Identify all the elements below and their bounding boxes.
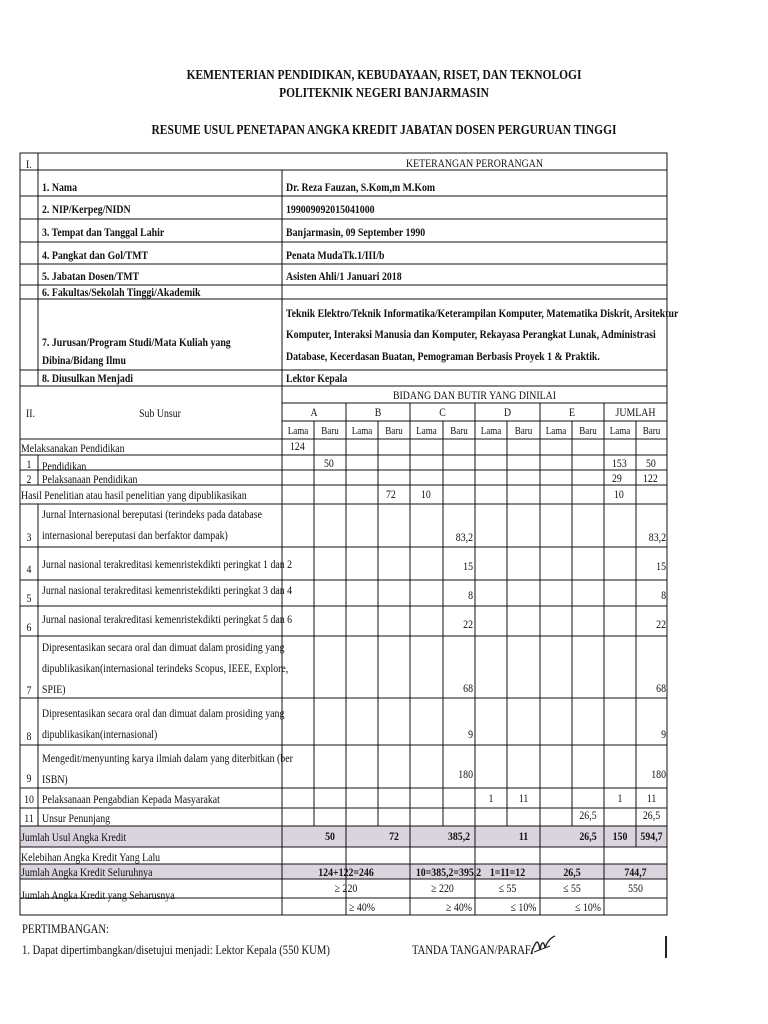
persen-e: ≤ 10% xyxy=(575,900,601,914)
pertimbangan-label: PERTIMBANGAN: xyxy=(22,921,110,936)
j-lama-header: Lama xyxy=(609,425,631,437)
section1-title: KETERANGAN PERORANGAN xyxy=(406,156,543,170)
seharusnya-j: 550 xyxy=(628,881,643,895)
a-baru-header: Baru xyxy=(321,425,339,437)
cell-a-baru: 50 xyxy=(324,456,334,470)
d-lama-header: Lama xyxy=(480,425,502,437)
section2-number: II. xyxy=(26,406,36,420)
label-diusulkan: 8. Diusulkan Menjadi xyxy=(42,371,134,385)
cell-c-baru: 15 xyxy=(463,559,473,573)
row-jurnal-internasional-1: Jurnal Internasional bereputasi (terindeks pada database xyxy=(42,507,262,521)
row-pelaksanaan-pendidikan: Pelaksanaan Pendidikan xyxy=(42,472,138,486)
e-baru-header: Baru xyxy=(579,425,597,437)
tanda-tangan-label: TANDA TANGAN/PARAF: xyxy=(412,942,534,957)
value-jurusan-2: Komputer, Interaksi Manusia dan Komputer, Rekayasa Perangkat Lunak, Administrasi xyxy=(286,327,656,341)
paraf-signature xyxy=(528,934,558,960)
seluruhnya-e: 26,5 xyxy=(563,865,581,879)
d-baru-header: Baru xyxy=(514,425,533,437)
pertimbangan-item-1: 1. Dapat dipertimbangkan/disetujui menjadi: Lektor Kepala (550 KUM) xyxy=(22,942,330,957)
group-a: A xyxy=(310,405,318,419)
value-jurusan-1: Teknik Elektro/Teknik Informatika/Keterampilan Komputer, Matematika Diskrit, Arsitektur xyxy=(286,306,679,320)
kelebihan-label: Kelebihan Angka Kredit Yang Lalu xyxy=(21,850,161,864)
seluruhnya-ab: 124+122=246 xyxy=(318,865,374,879)
persen-d: ≤ 10% xyxy=(510,900,537,914)
row-number: 6 xyxy=(26,620,32,634)
row-number: 2 xyxy=(26,472,32,486)
sub-unsur-header: Sub Unsur xyxy=(139,406,181,420)
cell-j-baru: 9 xyxy=(661,727,666,741)
cell-j-lama: 29 xyxy=(612,471,622,485)
row-number: 3 xyxy=(26,530,32,544)
cell-j-baru: 68 xyxy=(656,681,666,695)
row-number: 10 xyxy=(24,792,34,806)
seharusnya-c: ≥ 220 xyxy=(431,881,454,895)
b-lama-header: Lama xyxy=(351,425,373,437)
cell-c-baru: 9 xyxy=(468,727,473,741)
persen-c: ≥ 40% xyxy=(446,900,472,914)
seluruhnya-d: 1=11=12 xyxy=(489,865,526,879)
cell-d-baru: 11 xyxy=(518,791,529,805)
cell-c-baru: 22 xyxy=(463,617,473,631)
cell-c-lama: 10 xyxy=(421,487,431,501)
value-nip: 199009092015041000 xyxy=(286,202,375,216)
cell-j-baru: 122 xyxy=(643,471,658,485)
jumlah-usul-e: 26,5 xyxy=(579,829,597,843)
group-c: C xyxy=(439,405,446,419)
jumlah-usul-d: 11 xyxy=(518,829,529,843)
row-prosiding-internasional-1: Dipresentasikan secara oral dan dimuat dalam prosiding yang xyxy=(42,706,285,720)
institution-title: POLITEKNIK NEGERI BANJARMASIN xyxy=(279,86,489,101)
label-nama: 1. Nama xyxy=(42,180,77,194)
persen-ab: ≥ 40% xyxy=(349,900,375,914)
row-number: 1 xyxy=(26,457,32,471)
row-jurnal-nasional-12: Jurnal nasional terakreditasi kemenristekdikti peringkat 1 dan 2 xyxy=(42,557,293,571)
value-pangkat: Penata MudaTk.1/III/b xyxy=(286,248,385,262)
right-margin-mark xyxy=(665,936,667,958)
seluruhnya-c: 10=385,2=395,2 xyxy=(415,865,482,879)
seharusnya-ab: ≥ 220 xyxy=(334,881,358,895)
seharusnya-label: Jumlah Angka Kredit yang Seharusnya xyxy=(21,888,175,902)
row-pendidikan: Pendidikan xyxy=(42,459,87,473)
row-mengedit-1: Mengedit/menyunting karya ilmiah dalam yang diterbitkan (ber xyxy=(42,751,293,765)
cell-b-baru: 72 xyxy=(386,487,396,501)
label-ttl: 3. Tempat dan Tanggal Lahir xyxy=(42,225,165,239)
cell-a-lama: 124 xyxy=(290,439,305,453)
cell-j-baru: 15 xyxy=(656,559,666,573)
cell-j-lama: 10 xyxy=(614,487,624,501)
label-jabatan: 5. Jabatan Dosen/TMT xyxy=(42,269,140,283)
value-nama: Dr. Reza Fauzan, S.Kom,m M.Kom xyxy=(286,180,436,194)
ministry-title: KEMENTERIAN PENDIDIKAN, KEBUDAYAAN, RISET, DAN TEKNOLOGI xyxy=(186,68,582,83)
row-number: 9 xyxy=(26,771,32,785)
section1-number: I. xyxy=(26,157,32,171)
b-baru-header: Baru xyxy=(385,425,403,437)
jumlah-usul-a: 50 xyxy=(325,829,335,843)
cell-c-baru: 68 xyxy=(463,681,473,695)
row-jurnal-nasional-34: Jurnal nasional terakreditasi kemenristekdikti peringkat 3 dan 4 xyxy=(42,583,293,597)
cell-c-baru: 83,2 xyxy=(455,530,473,544)
cell-j-baru: 26,5 xyxy=(642,808,661,822)
value-jurusan-3: Database, Kecerdasan Buatan, Pemograman Berbasis Proyek 1 & Praktik. xyxy=(286,349,600,363)
value-jabatan: Asisten Ahli/1 Januari 2018 xyxy=(286,269,402,283)
cell-c-baru: 180 xyxy=(458,767,473,781)
row-unsur-penunjang: Unsur Penunjang xyxy=(42,811,111,825)
cell-j-baru: 83,2 xyxy=(648,530,666,544)
cell-j-baru: 50 xyxy=(646,456,656,470)
label-nip: 2. NIP/Kerpeg/NIDN xyxy=(42,202,131,216)
seharusnya-d: ≤ 55 xyxy=(498,881,517,895)
row-hasil-penelitian: Hasil Penelitian atau hasil penelitian yang dipublikasikan xyxy=(21,488,247,502)
row-pengabdian: Pelaksanaan Pengabdian Kepada Masyarakat xyxy=(42,792,220,806)
cell-j-baru: 11 xyxy=(646,791,657,805)
j-baru-header: Baru xyxy=(642,425,661,437)
value-diusulkan: Lektor Kepala xyxy=(286,371,348,385)
cell-c-baru: 8 xyxy=(468,588,473,602)
group-b: B xyxy=(374,405,382,419)
row-prosiding-scopus-1: Dipresentasikan secara oral dan dimuat dalam prosiding yang xyxy=(42,640,285,654)
label-fakultas: 6. Fakultas/Sekolah Tinggi/Akademik xyxy=(42,285,201,299)
seluruhnya-label: Jumlah Angka Kredit Seluruhnya xyxy=(21,865,153,879)
cell-e-baru: 26,5 xyxy=(579,808,597,822)
cell-j-lama: 153 xyxy=(612,456,627,470)
seharusnya-e: ≤ 55 xyxy=(563,881,581,895)
label-jurusan-2: Dibina/Bidang Ilmu xyxy=(42,353,126,367)
cell-j-baru: 180 xyxy=(651,767,666,781)
jumlah-usul-b: 72 xyxy=(389,829,399,843)
jumlah-usul-j-baru: 594,7 xyxy=(640,829,663,843)
jumlah-usul-j-lama: 150 xyxy=(612,829,628,843)
cell-j-baru: 8 xyxy=(661,588,666,602)
row-number: 4 xyxy=(26,562,32,576)
row-mengedit-2: ISBN) xyxy=(42,772,68,786)
cell-d-lama: 1 xyxy=(488,791,494,805)
seluruhnya-j: 744,7 xyxy=(624,865,647,879)
cell-j-baru: 22 xyxy=(656,617,666,631)
row-number: 7 xyxy=(26,683,32,697)
row-melaksanakan-pendidikan: Melaksanakan Pendidikan xyxy=(21,441,125,455)
cell-j-lama: 1 xyxy=(617,791,623,805)
group-d: D xyxy=(503,405,512,419)
c-lama-header: Lama xyxy=(416,425,437,437)
jumlah-usul-c: 385,2 xyxy=(447,829,471,843)
row-jurnal-nasional-56: Jurnal nasional terakreditasi kemenristekdikti peringkat 5 dan 6 xyxy=(42,612,293,626)
row-prosiding-internasional-2: dipublikasikan(internasional) xyxy=(42,727,158,741)
jumlah-usul-label: Jumlah Usul Angka Kredit xyxy=(21,830,127,844)
row-jurnal-internasional-2: internasional bereputasi dan berfaktor dampak) xyxy=(42,528,228,542)
label-pangkat: 4. Pangkat dan Gol/TMT xyxy=(42,248,149,262)
group-e: E xyxy=(568,405,576,419)
e-lama-header: Lama xyxy=(545,425,567,437)
row-prosiding-scopus-2: dipublikasikan(internasional terindeks Scopus, IEEE, Explore, xyxy=(42,661,289,675)
row-number: 5 xyxy=(26,591,32,605)
row-prosiding-scopus-3: SPIE) xyxy=(42,682,66,696)
a-lama-header: Lama xyxy=(287,425,309,437)
value-ttl: Banjarmasin, 09 September 1990 xyxy=(286,225,426,239)
document-title: RESUME USUL PENETAPAN ANGKA KREDIT JABATAN DOSEN PERGURUAN TINGGI xyxy=(151,123,617,138)
c-baru-header: Baru xyxy=(450,425,468,437)
group-jumlah: JUMLAH xyxy=(615,405,656,419)
label-jurusan-1: 7. Jurusan/Program Studi/Mata Kuliah yang xyxy=(42,335,231,349)
row-number: 11 xyxy=(24,811,34,825)
row-number: 8 xyxy=(26,729,32,743)
bidang-header: BIDANG DAN BUTIR YANG DINILAI xyxy=(392,388,557,402)
